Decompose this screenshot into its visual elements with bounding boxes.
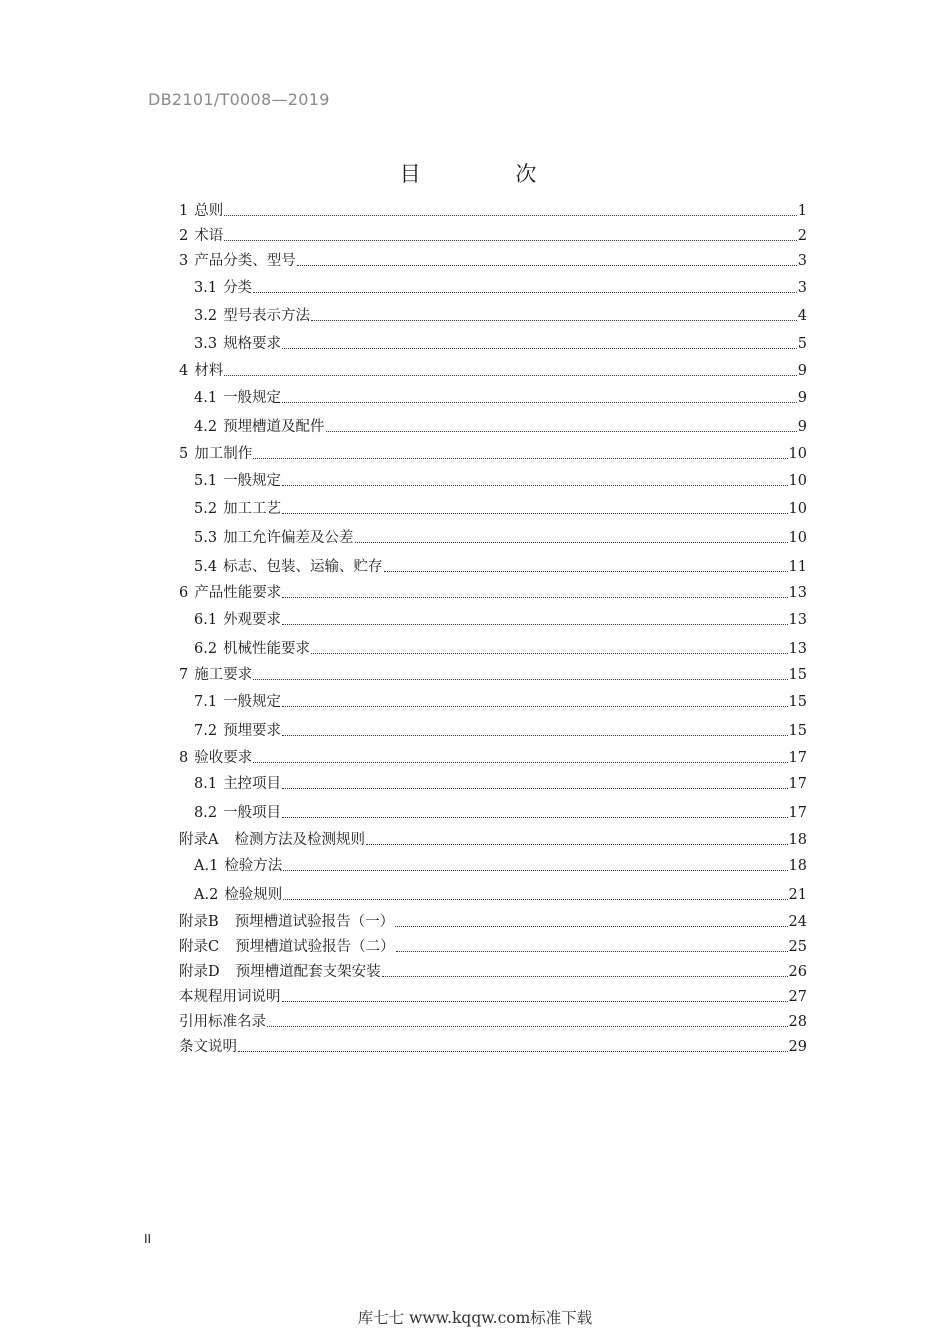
toc-entry-number: 6.2 [194,641,218,657]
toc-entry-title: 主控项目 [223,776,282,792]
toc-entry-page: 3 [797,280,807,296]
document-code: DB2101/T0008—2019 [148,90,330,109]
toc-entry[interactable] [179,223,807,245]
toc-entry[interactable] [194,636,807,658]
toc-entry-number: 6 [179,585,189,601]
footer-watermark: 库七七 www.kqqw.com标准下载 [357,1309,593,1327]
toc-leader-dots [267,1026,788,1027]
toc-leader-dots [382,976,788,977]
toc-entry[interactable] [179,580,807,602]
toc-entry[interactable] [194,882,807,904]
toc-entry[interactable] [179,984,807,1006]
toc-leader-dots [282,624,787,625]
toc-leader-dots [355,542,788,543]
toc-entry-page: 13 [788,612,807,628]
toc-entry-number: 7.2 [194,723,218,739]
toc-entry-page: 10 [788,446,807,462]
toc-entry[interactable] [194,496,807,518]
toc-entry-number: 附录A [179,832,219,848]
toc-entry-page: 10 [788,473,807,489]
toc-entry-number: 3.1 [194,280,218,296]
toc-entry-title: 检验规则 [224,887,283,903]
toc-entry-number: 5 [179,446,189,462]
toc-entry-page: 9 [797,390,807,406]
toc-entry-page: 17 [788,750,807,766]
toc-entry-number: 8.2 [194,805,218,821]
toc-entry-number: 7.1 [194,694,218,710]
toc-entry-number: 5.3 [194,530,218,546]
toc-entry-number: 3.3 [194,336,218,352]
toc-entry-page: 15 [788,723,807,739]
toc-leader-dots [224,215,797,216]
toc-entry-number: 附录C [179,939,220,955]
toc-entry-number: 8.1 [194,776,218,792]
toc-entry-page: 21 [788,887,807,903]
toc-title: 目 次 [399,162,581,186]
toc-entry-number: 1 [179,203,189,219]
toc-entry-title: 施工要求 [194,667,253,683]
toc-entry[interactable] [179,441,807,463]
toc-entry-page: 3 [797,253,807,269]
toc-entry-title: 机械性能要求 [223,641,311,657]
toc-entry-page: 5 [797,336,807,352]
toc-entry-title: 材料 [194,363,224,379]
toc-entry[interactable] [194,607,807,629]
toc-leader-dots [384,571,788,572]
toc-entry-number: 5.4 [194,559,218,575]
toc-entry-title: 一般项目 [223,805,282,821]
toc-entry-number: 3.2 [194,308,218,324]
toc-leader-dots [253,292,797,293]
toc-entry[interactable] [194,385,807,407]
toc-leader-dots [253,458,787,459]
toc-entry-page: 13 [788,585,807,601]
toc-entry[interactable] [194,800,807,822]
toc-entry[interactable] [194,689,807,711]
toc-entry-title: 引用标准名录 [179,1014,266,1030]
toc-leader-dots [282,706,787,707]
toc-entry-page: 10 [788,530,807,546]
toc-entry-page: 1 [797,203,807,219]
toc-entry-title: 预埋槽道配套支架安装 [235,964,381,980]
toc-entry-title: 产品性能要求 [194,585,282,601]
toc-entry[interactable] [194,468,807,490]
toc-entry-title: 一般规定 [223,390,282,406]
toc-entry-page: 18 [788,832,807,848]
toc-entry[interactable] [194,303,807,325]
toc-entry-title: 规格要求 [223,336,282,352]
toc-entry-page: 17 [788,776,807,792]
toc-leader-dots [297,265,797,266]
toc-entry-title: 检验方法 [224,858,283,874]
toc-entry-page: 26 [788,964,807,980]
toc-leader-dots [282,735,787,736]
toc-leader-dots [366,844,788,845]
toc-leader-dots [283,899,787,900]
toc-entry-title: 加工允许偏差及公差 [223,530,354,546]
toc-entry[interactable] [194,525,807,547]
toc-entry-page: 15 [788,667,807,683]
toc-entry-title: 验收要求 [194,750,253,766]
toc-entry-page: 4 [797,308,807,324]
toc-entry[interactable] [179,198,807,220]
toc-entry-title: 预埋要求 [223,723,282,739]
toc-entry-title: 一般规定 [223,694,282,710]
toc-entry-number: 5.1 [194,473,218,489]
toc-entry-number: 附录B [179,914,219,930]
toc-leader-dots [238,1051,788,1052]
toc-leader-dots [224,375,797,376]
toc-entry-page: 2 [797,228,807,244]
toc-entry-page: 10 [788,501,807,517]
toc-entry-number: 4.2 [194,419,218,435]
toc-leader-dots [282,1001,788,1002]
toc-entry[interactable] [194,554,807,576]
toc-entry-number: 3 [179,253,189,269]
toc-leader-dots [282,513,787,514]
toc-entry-title: 外观要求 [223,612,282,628]
toc-entry[interactable] [179,248,807,270]
toc-leader-dots [282,597,787,598]
toc-entry-title: 分类 [223,280,253,296]
toc-entry-number: 4 [179,363,189,379]
toc-entry-number: A.2 [194,887,219,903]
toc-leader-dots [282,788,787,789]
toc-entry-number: 6.1 [194,612,218,628]
toc-entry-title: 加工工艺 [223,501,282,517]
toc-entry-title: 型号表示方法 [223,308,311,324]
toc-leader-dots [283,870,787,871]
toc-entry-title: 总则 [194,203,224,219]
toc-entry[interactable] [179,827,807,849]
toc-entry[interactable] [179,745,807,767]
toc-leader-dots [282,485,787,486]
toc-entry-page: 9 [797,363,807,379]
toc-entry-number: 7 [179,667,189,683]
toc-entry[interactable] [194,771,807,793]
toc-entry-number: 8 [179,750,189,766]
toc-entry[interactable] [179,662,807,684]
toc-entry[interactable] [179,934,807,956]
toc-leader-dots [396,951,788,952]
toc-entry[interactable] [194,718,807,740]
toc-entry-title: 检测方法及检测规则 [234,832,365,848]
toc-entry-page: 9 [797,419,807,435]
toc-entry-page: 27 [788,989,807,1005]
toc-leader-dots [282,402,797,403]
toc-entry-page: 18 [788,858,807,874]
toc-leader-dots [282,817,787,818]
toc-leader-dots [224,240,797,241]
toc-entry[interactable] [179,909,807,931]
toc-entry[interactable] [194,331,807,353]
toc-entry-page: 15 [788,694,807,710]
toc-entry-number: A.1 [194,858,219,874]
toc-entry-number: 2 [179,228,189,244]
toc-entry[interactable] [194,275,807,297]
toc-leader-dots [311,653,787,654]
toc-entry[interactable] [194,853,807,875]
toc-leader-dots [282,348,797,349]
toc-entry-page: 28 [788,1014,807,1030]
toc-entry-title: 标志、包装、运输、贮存 [223,559,383,575]
toc-entry-title: 一般规定 [223,473,282,489]
toc-entry-number: 4.1 [194,390,218,406]
toc-entry-page: 29 [788,1039,807,1055]
toc-entry-page: 24 [788,914,807,930]
toc-entry-page: 25 [788,939,807,955]
toc-leader-dots [253,679,787,680]
toc-entry[interactable] [179,1034,807,1056]
toc-entry-title: 术语 [194,228,224,244]
toc-entry-title: 预埋槽道试验报告（一） [234,914,395,930]
toc-entry-title: 本规程用词说明 [179,989,281,1005]
toc-entry[interactable] [179,358,807,380]
toc-entry-page: 13 [788,641,807,657]
toc-entry-number: 5.2 [194,501,218,517]
toc-leader-dots [326,431,797,432]
toc-entry-number: 附录D [179,964,220,980]
toc-leader-dots [395,926,787,927]
toc-leader-dots [311,320,797,321]
toc-entry-title: 产品分类、型号 [194,253,296,269]
page-number: II [144,1232,152,1246]
toc-leader-dots [253,762,787,763]
toc-entry-title: 预埋槽道试验报告（二） [235,939,395,955]
toc-entry-page: 17 [788,805,807,821]
toc-entry-title: 条文说明 [179,1039,237,1055]
toc-entry-title: 预埋槽道及配件 [223,419,325,435]
toc-entry[interactable] [194,414,807,436]
toc-entry-title: 加工制作 [194,446,253,462]
toc-entry[interactable] [179,1009,807,1031]
toc-entry-page: 11 [788,559,807,575]
toc-entry[interactable] [179,959,807,981]
